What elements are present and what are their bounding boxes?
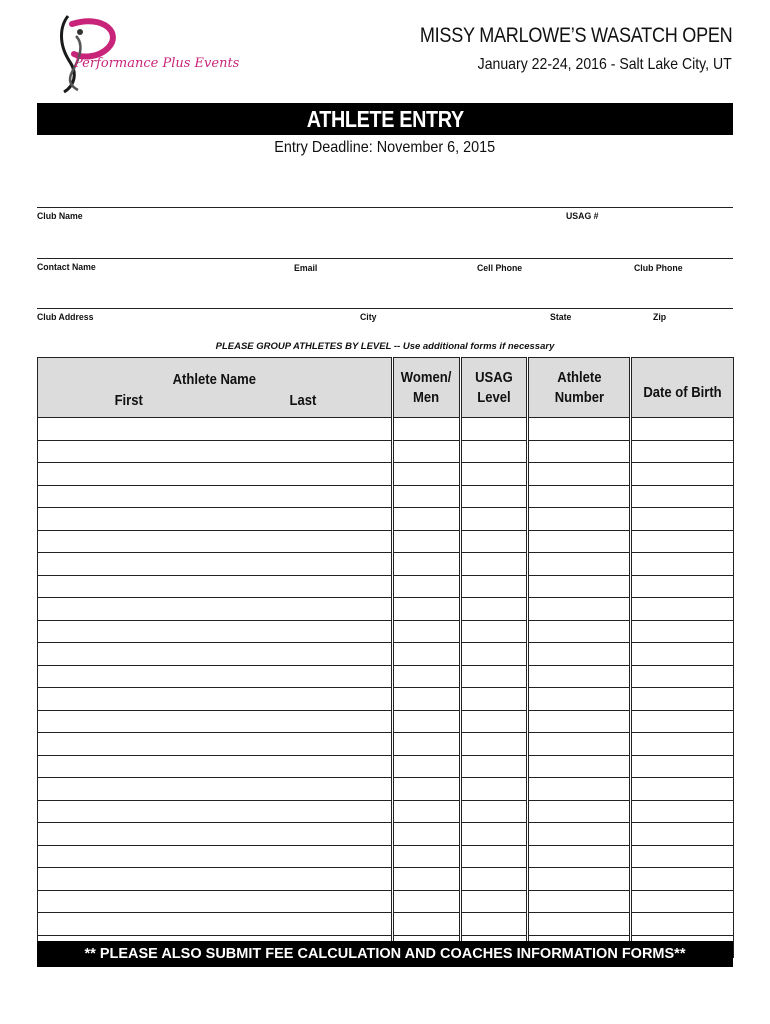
athlete-number-cell[interactable]	[529, 688, 630, 711]
table-row	[38, 845, 734, 868]
athlete-name-cell[interactable]	[38, 620, 392, 643]
athlete-name-cell[interactable]	[38, 688, 392, 711]
athlete-name-heading: Athlete Name	[172, 372, 257, 388]
women-men-cell[interactable]	[394, 733, 460, 756]
athlete-number-line1: Athlete	[556, 369, 602, 386]
athlete-number-cell[interactable]	[529, 778, 630, 801]
athlete-name-cell[interactable]	[38, 485, 392, 508]
date-of-birth-cell[interactable]	[632, 665, 734, 688]
usag-level-cell[interactable]	[462, 913, 527, 936]
table-row	[38, 553, 734, 576]
date-of-birth-cell[interactable]	[632, 598, 734, 621]
club-phone-label: Club Phone	[634, 263, 683, 274]
athlete-number-cell[interactable]	[529, 710, 630, 733]
table-row	[38, 530, 734, 553]
usag-level-cell[interactable]	[462, 755, 527, 778]
usag-level-cell[interactable]	[462, 553, 527, 576]
group-by-level-note: PLEASE GROUP ATHLETES BY LEVEL -- Use additional forms if necessary	[215, 341, 555, 352]
event-title: MISSY MARLOWE’S WASATCH OPEN	[419, 24, 732, 47]
athlete-number-cell[interactable]	[529, 890, 630, 913]
athlete-name-cell[interactable]	[38, 553, 392, 576]
athlete-number-cell[interactable]	[529, 868, 630, 891]
state-label: State	[550, 312, 572, 323]
date-of-birth-cell[interactable]	[632, 485, 734, 508]
date-of-birth-cell[interactable]	[632, 733, 734, 756]
usag-level-cell[interactable]	[462, 598, 527, 621]
table-row	[38, 800, 734, 823]
athlete-name-cell[interactable]	[38, 733, 392, 756]
women-men-cell[interactable]	[394, 665, 460, 688]
date-of-birth-cell[interactable]	[632, 823, 734, 846]
athlete-number-cell[interactable]	[529, 800, 630, 823]
athlete-number-cell[interactable]	[529, 508, 630, 531]
athlete-name-cell[interactable]	[38, 575, 392, 598]
table-row	[38, 733, 734, 756]
athlete-name-cell[interactable]	[38, 913, 392, 936]
city-label: City	[360, 312, 377, 323]
usag-level-cell[interactable]	[462, 643, 527, 666]
women-men-cell[interactable]	[394, 440, 460, 463]
women-men-cell[interactable]	[394, 620, 460, 643]
athlete-name-cell[interactable]	[38, 643, 392, 666]
table-row	[38, 508, 734, 531]
usag-level-line1: USAG	[475, 369, 513, 386]
women-men-cell[interactable]	[394, 778, 460, 801]
usag-level-cell[interactable]	[462, 485, 527, 508]
usag-level-header	[462, 358, 527, 418]
table-row	[38, 710, 734, 733]
athlete-name-cell[interactable]	[38, 440, 392, 463]
athlete-number-cell[interactable]	[529, 418, 630, 441]
usag-level-cell[interactable]	[462, 463, 527, 486]
athlete-number-cell[interactable]	[529, 575, 630, 598]
women-men-cell[interactable]	[394, 868, 460, 891]
women-men-cell[interactable]	[394, 913, 460, 936]
athlete-name-cell[interactable]	[38, 418, 392, 441]
date-of-birth-heading: Date of Birth	[643, 384, 722, 401]
date-of-birth-header	[632, 358, 734, 418]
athlete-number-cell[interactable]	[529, 845, 630, 868]
athlete-name-cell[interactable]	[38, 845, 392, 868]
date-of-birth-cell[interactable]	[632, 643, 734, 666]
usag-level-cell[interactable]	[462, 733, 527, 756]
date-of-birth-cell[interactable]	[632, 890, 734, 913]
date-of-birth-cell[interactable]	[632, 913, 734, 936]
athlete-name-cell[interactable]	[38, 508, 392, 531]
athlete-number-cell[interactable]	[529, 733, 630, 756]
usag-level-cell[interactable]	[462, 440, 527, 463]
table-row	[38, 755, 734, 778]
women-men-cell[interactable]	[394, 418, 460, 441]
women-men-cell[interactable]	[394, 800, 460, 823]
usag-level-cell[interactable]	[462, 800, 527, 823]
table-row	[38, 913, 734, 936]
athlete-number-cell[interactable]	[529, 643, 630, 666]
women-men-cell[interactable]	[394, 710, 460, 733]
date-of-birth-cell[interactable]	[632, 463, 734, 486]
table-row	[38, 868, 734, 891]
entry-deadline	[0, 139, 770, 157]
table-row	[38, 620, 734, 643]
date-of-birth-cell[interactable]	[632, 530, 734, 553]
table-row	[38, 598, 734, 621]
athlete-name-header	[38, 358, 392, 418]
athlete-name-cell[interactable]	[38, 868, 392, 891]
women-men-cell[interactable]	[394, 553, 460, 576]
date-of-birth-cell[interactable]	[632, 440, 734, 463]
athlete-number-header	[529, 358, 630, 418]
athlete-name-cell[interactable]	[38, 890, 392, 913]
table-row	[38, 440, 734, 463]
athlete-number-cell[interactable]	[529, 463, 630, 486]
performance-plus-logo	[50, 14, 250, 94]
athlete-name-cell[interactable]	[38, 778, 392, 801]
women-men-cell[interactable]	[394, 823, 460, 846]
table-row	[38, 778, 734, 801]
athlete-number-cell[interactable]	[529, 440, 630, 463]
usag-level-cell[interactable]	[462, 688, 527, 711]
club-name-line[interactable]	[37, 207, 733, 208]
date-of-birth-cell[interactable]	[632, 845, 734, 868]
athlete-number-line2: Number	[554, 389, 604, 406]
women-men-line1: Women/	[401, 369, 452, 386]
usag-level-cell[interactable]	[462, 575, 527, 598]
usag-level-cell[interactable]	[462, 890, 527, 913]
logo-text: Performance Plus Events	[74, 56, 240, 71]
logo-head	[77, 29, 83, 35]
athlete-number-cell[interactable]	[529, 485, 630, 508]
usag-level-cell[interactable]	[462, 508, 527, 531]
first-name-heading: First	[114, 393, 143, 409]
table-row	[38, 665, 734, 688]
address-line[interactable]	[37, 308, 733, 309]
athlete-number-cell[interactable]	[529, 823, 630, 846]
date-of-birth-cell[interactable]	[632, 575, 734, 598]
usag-level-cell[interactable]	[462, 868, 527, 891]
athlete-number-cell[interactable]	[529, 598, 630, 621]
date-of-birth-cell[interactable]	[632, 688, 734, 711]
contact-line[interactable]	[37, 258, 733, 259]
women-men-cell[interactable]	[394, 508, 460, 531]
table-row	[38, 643, 734, 666]
usag-level-cell[interactable]	[462, 778, 527, 801]
email-label: Email	[294, 263, 318, 274]
athlete-name-cell[interactable]	[38, 710, 392, 733]
athlete-number-cell[interactable]	[529, 913, 630, 936]
usag-level-cell[interactable]	[462, 845, 527, 868]
event-date-location: January 22-24, 2016 - Salt Lake City, UT	[477, 56, 732, 73]
table-row	[38, 890, 734, 913]
athlete-name-cell[interactable]	[38, 800, 392, 823]
date-of-birth-cell[interactable]	[632, 710, 734, 733]
form-title: ATHLETE ENTRY	[306, 106, 464, 132]
table-row	[38, 688, 734, 711]
women-men-cell[interactable]	[394, 485, 460, 508]
women-men-cell[interactable]	[394, 688, 460, 711]
athlete-roster-table	[37, 357, 734, 958]
athlete-name-cell[interactable]	[38, 598, 392, 621]
entry-deadline-text: Entry Deadline: November 6, 2015	[274, 139, 496, 156]
athlete-number-cell[interactable]	[529, 755, 630, 778]
women-men-cell[interactable]	[394, 755, 460, 778]
cell-phone-label: Cell Phone	[477, 263, 523, 274]
club-name-label: Club Name	[37, 211, 83, 222]
date-of-birth-cell[interactable]	[632, 508, 734, 531]
last-name-heading: Last	[289, 393, 317, 409]
women-men-cell[interactable]	[394, 598, 460, 621]
table-row	[38, 418, 734, 441]
usag-level-cell[interactable]	[462, 710, 527, 733]
usag-number-label: USAG #	[566, 211, 599, 222]
usag-level-cell[interactable]	[462, 665, 527, 688]
footer-notice: ** PLEASE ALSO SUBMIT FEE CALCULATION AND COACHES INFORMATION FORMS**	[84, 946, 686, 962]
roster-body	[38, 418, 734, 958]
athlete-name-cell[interactable]	[38, 823, 392, 846]
footer-notice-bar	[37, 941, 733, 967]
athlete-name-cell[interactable]	[38, 665, 392, 688]
athlete-number-cell[interactable]	[529, 665, 630, 688]
athlete-name-cell[interactable]	[38, 530, 392, 553]
contact-name-label: Contact Name	[37, 262, 96, 273]
athlete-number-cell[interactable]	[529, 530, 630, 553]
date-of-birth-cell[interactable]	[632, 755, 734, 778]
athlete-number-cell[interactable]	[529, 553, 630, 576]
usag-level-cell[interactable]	[462, 418, 527, 441]
table-row	[38, 575, 734, 598]
table-row	[38, 485, 734, 508]
athlete-number-cell[interactable]	[529, 620, 630, 643]
women-men-line2: Men	[413, 389, 440, 406]
zip-label: Zip	[653, 312, 667, 323]
athlete-name-cell[interactable]	[38, 755, 392, 778]
date-of-birth-cell[interactable]	[632, 800, 734, 823]
date-of-birth-cell[interactable]	[632, 868, 734, 891]
women-men-cell[interactable]	[394, 530, 460, 553]
women-men-cell[interactable]	[394, 575, 460, 598]
women-men-cell[interactable]	[394, 890, 460, 913]
date-of-birth-cell[interactable]	[632, 778, 734, 801]
athlete-name-cell[interactable]	[38, 463, 392, 486]
table-row	[38, 463, 734, 486]
form-title-banner	[37, 103, 733, 135]
women-men-cell[interactable]	[394, 845, 460, 868]
table-row	[38, 823, 734, 846]
usag-level-cell[interactable]	[462, 823, 527, 846]
date-of-birth-cell[interactable]	[632, 418, 734, 441]
table-header-row	[38, 358, 734, 418]
women-men-cell[interactable]	[394, 463, 460, 486]
usag-level-cell[interactable]	[462, 620, 527, 643]
women-men-cell[interactable]	[394, 643, 460, 666]
women-men-header	[394, 358, 460, 418]
club-address-label: Club Address	[37, 312, 94, 323]
usag-level-line2: Level	[477, 389, 511, 406]
usag-level-cell[interactable]	[462, 530, 527, 553]
date-of-birth-cell[interactable]	[632, 620, 734, 643]
date-of-birth-cell[interactable]	[632, 553, 734, 576]
